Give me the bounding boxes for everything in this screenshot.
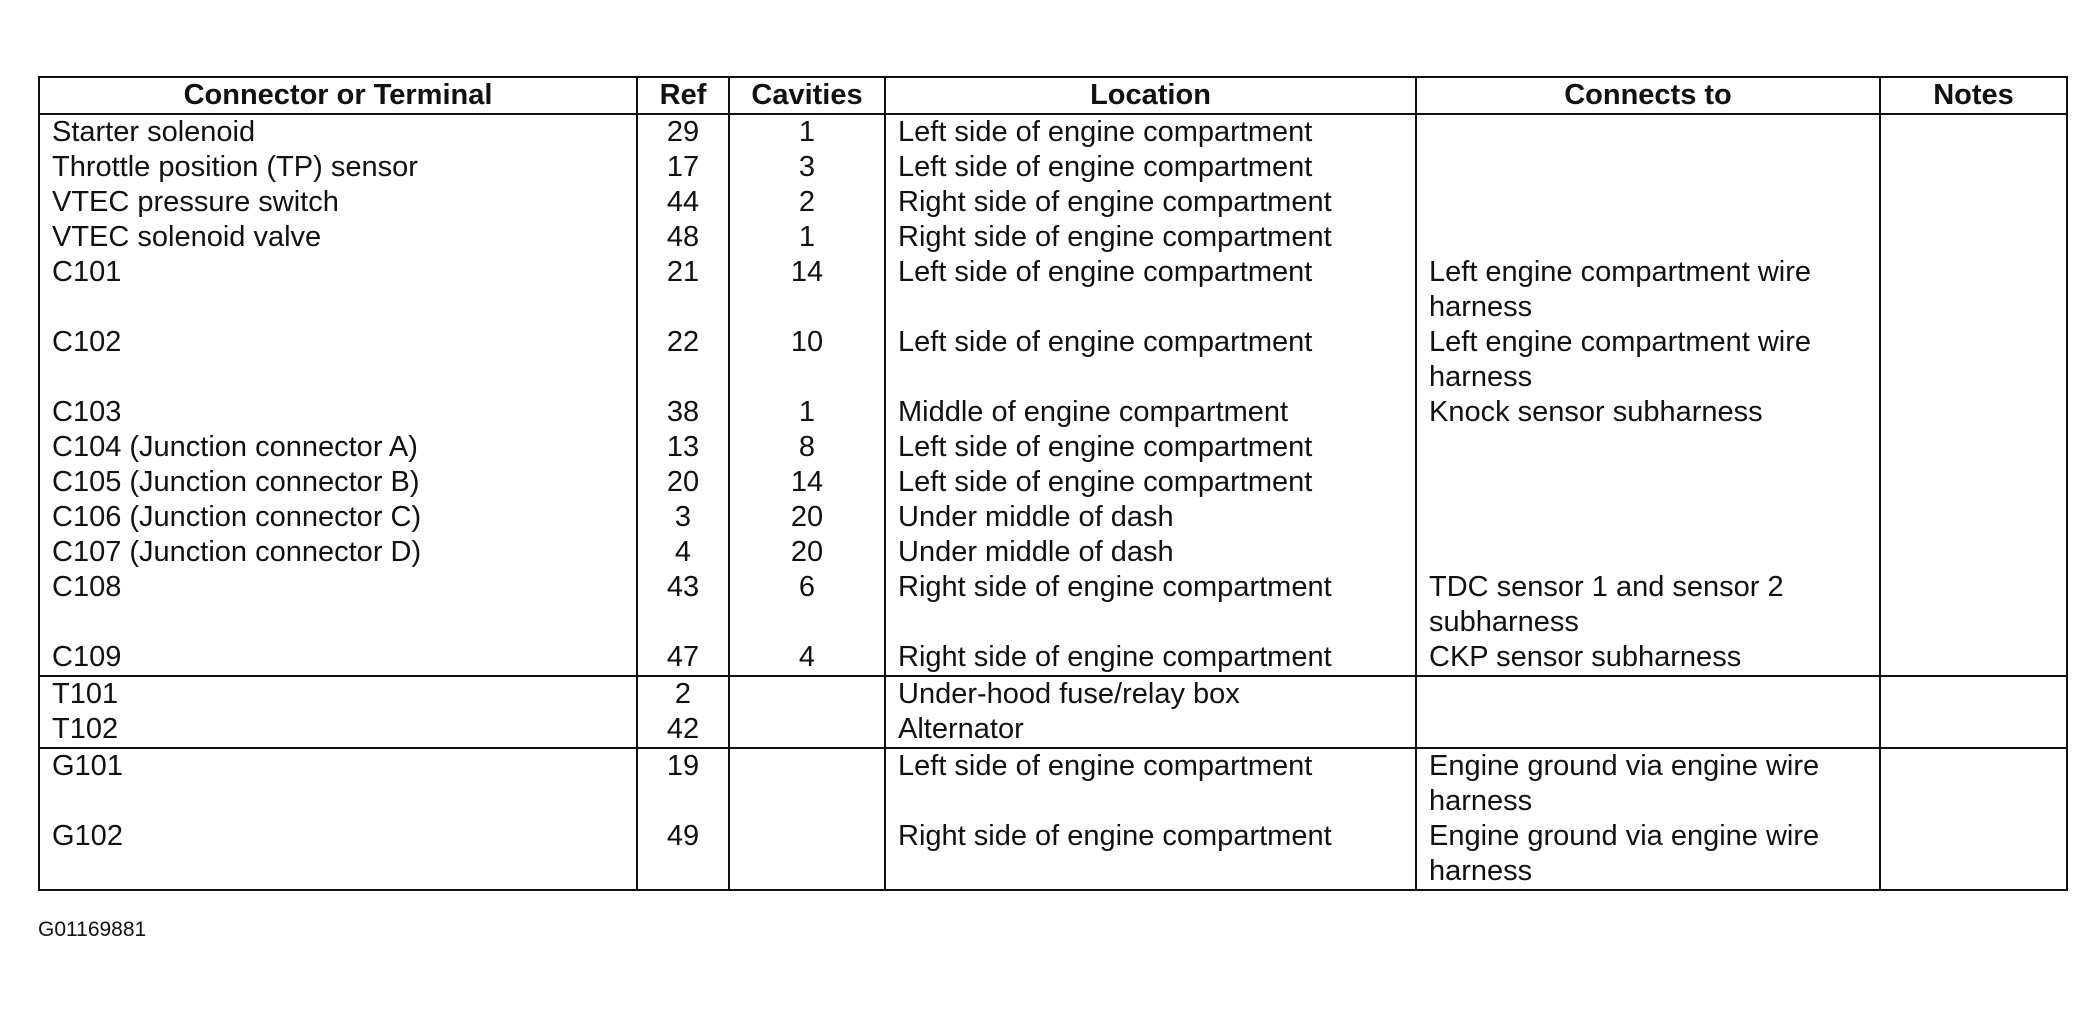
cell-connector: Starter solenoid [39, 114, 637, 150]
cell-connects-to [1416, 430, 1880, 465]
cell-ref: 3 [637, 500, 729, 535]
cell-location: Left side of engine compartment [885, 150, 1416, 185]
cell-cavities: 1 [729, 114, 885, 150]
table-row [39, 430, 2067, 465]
cell-connector: T102 [39, 712, 637, 748]
cell-ref: 2 [637, 676, 729, 712]
cell-notes [1880, 500, 2067, 535]
cell-ref: 29 [637, 114, 729, 150]
cell-connects-to [1416, 465, 1880, 500]
table-row [39, 114, 2067, 150]
cell-connects-to [1416, 500, 1880, 535]
cell-location: Left side of engine compartment [885, 430, 1416, 465]
cell-connects-to [1416, 185, 1880, 220]
cell-connects-to [1416, 114, 1880, 150]
cell-connects-to [1416, 150, 1880, 185]
cell-notes [1880, 465, 2067, 500]
table-row [39, 640, 2067, 676]
cell-location: Left side of engine compartment [885, 465, 1416, 500]
table-row [39, 150, 2067, 185]
cell-cavities: 14 [729, 465, 885, 500]
cell-notes [1880, 325, 2067, 395]
col-header-cavities: Cavities [729, 77, 885, 114]
cell-notes [1880, 712, 2067, 748]
cell-location: Under-hood fuse/relay box [885, 676, 1416, 712]
cell-notes [1880, 676, 2067, 712]
cell-connects-to [1416, 220, 1880, 255]
cell-cavities: 6 [729, 570, 885, 640]
cell-ref: 48 [637, 220, 729, 255]
cell-notes [1880, 255, 2067, 325]
cell-cavities: 3 [729, 150, 885, 185]
cell-location: Right side of engine compartment [885, 819, 1416, 890]
cell-connects-to: Left engine compartment wire harness [1416, 255, 1880, 325]
cell-ref: 22 [637, 325, 729, 395]
cell-connects-to: CKP sensor subharness [1416, 640, 1880, 676]
cell-cavities: 1 [729, 220, 885, 255]
cell-location: Right side of engine compartment [885, 220, 1416, 255]
cell-cavities: 10 [729, 325, 885, 395]
cell-connector: C108 [39, 570, 637, 640]
cell-notes [1880, 114, 2067, 150]
connector-table [38, 76, 2068, 891]
cell-ref: 47 [637, 640, 729, 676]
cell-location: Right side of engine compartment [885, 185, 1416, 220]
cell-notes [1880, 185, 2067, 220]
cell-connector: C101 [39, 255, 637, 325]
cell-notes [1880, 570, 2067, 640]
cell-connector: G102 [39, 819, 637, 890]
cell-location: Left side of engine compartment [885, 114, 1416, 150]
table-row [39, 220, 2067, 255]
table-row [39, 325, 2067, 395]
cell-location: Alternator [885, 712, 1416, 748]
cell-connector: C105 (Junction connector B) [39, 465, 637, 500]
cell-ref: 38 [637, 395, 729, 430]
cell-location: Under middle of dash [885, 500, 1416, 535]
cell-ref: 21 [637, 255, 729, 325]
cell-cavities: 20 [729, 535, 885, 570]
table-row [39, 395, 2067, 430]
cell-connector: C104 (Junction connector A) [39, 430, 637, 465]
col-header-connects-to: Connects to [1416, 77, 1880, 114]
cell-connector: G101 [39, 748, 637, 819]
cell-location: Right side of engine compartment [885, 570, 1416, 640]
cell-location: Left side of engine compartment [885, 255, 1416, 325]
col-header-location: Location [885, 77, 1416, 114]
cell-connector: C107 (Junction connector D) [39, 535, 637, 570]
cell-cavities [729, 819, 885, 890]
cell-cavities: 4 [729, 640, 885, 676]
cell-cavities: 8 [729, 430, 885, 465]
cell-connector: C103 [39, 395, 637, 430]
cell-connector: Throttle position (TP) sensor [39, 150, 637, 185]
col-header-connector: Connector or Terminal [39, 77, 637, 114]
table-row [39, 570, 2067, 640]
cell-notes [1880, 819, 2067, 890]
cell-ref: 19 [637, 748, 729, 819]
cell-cavities [729, 676, 885, 712]
cell-notes [1880, 430, 2067, 465]
cell-notes [1880, 220, 2067, 255]
cell-ref: 44 [637, 185, 729, 220]
figure-id: G01169881 [38, 918, 147, 941]
cell-connector: VTEC pressure switch [39, 185, 637, 220]
cell-ref: 43 [637, 570, 729, 640]
cell-connects-to [1416, 676, 1880, 712]
cell-ref: 20 [637, 465, 729, 500]
col-header-ref: Ref [637, 77, 729, 114]
cell-connector: C102 [39, 325, 637, 395]
cell-location: Right side of engine compartment [885, 640, 1416, 676]
cell-ref: 17 [637, 150, 729, 185]
cell-connects-to: Knock sensor subharness [1416, 395, 1880, 430]
cell-connects-to [1416, 712, 1880, 748]
table-row [39, 535, 2067, 570]
cell-ref: 42 [637, 712, 729, 748]
cell-cavities: 1 [729, 395, 885, 430]
cell-notes [1880, 748, 2067, 819]
table-row [39, 676, 2067, 712]
header-row [39, 77, 2067, 114]
cell-connector: T101 [39, 676, 637, 712]
table-body [39, 114, 2067, 890]
cell-connector: C106 (Junction connector C) [39, 500, 637, 535]
table-row [39, 748, 2067, 819]
table-row [39, 712, 2067, 748]
cell-connects-to: Engine ground via engine wire harness [1416, 748, 1880, 819]
cell-cavities [729, 712, 885, 748]
cell-notes [1880, 535, 2067, 570]
cell-connects-to [1416, 535, 1880, 570]
cell-cavities: 14 [729, 255, 885, 325]
cell-location: Under middle of dash [885, 535, 1416, 570]
cell-notes [1880, 640, 2067, 676]
cell-location: Left side of engine compartment [885, 325, 1416, 395]
table-row [39, 185, 2067, 220]
cell-ref: 13 [637, 430, 729, 465]
cell-cavities: 20 [729, 500, 885, 535]
cell-cavities [729, 748, 885, 819]
cell-connects-to: TDC sensor 1 and sensor 2 subharness [1416, 570, 1880, 640]
cell-location: Middle of engine compartment [885, 395, 1416, 430]
col-header-notes: Notes [1880, 77, 2067, 114]
cell-ref: 49 [637, 819, 729, 890]
cell-connects-to: Left engine compartment wire harness [1416, 325, 1880, 395]
cell-notes [1880, 150, 2067, 185]
cell-location: Left side of engine compartment [885, 748, 1416, 819]
cell-connects-to: Engine ground via engine wire harness [1416, 819, 1880, 890]
cell-ref: 4 [637, 535, 729, 570]
table-row [39, 255, 2067, 325]
cell-cavities: 2 [729, 185, 885, 220]
cell-connector: C109 [39, 640, 637, 676]
cell-notes [1880, 395, 2067, 430]
table-row [39, 465, 2067, 500]
table-row [39, 819, 2067, 890]
cell-connector: VTEC solenoid valve [39, 220, 637, 255]
table-row [39, 500, 2067, 535]
